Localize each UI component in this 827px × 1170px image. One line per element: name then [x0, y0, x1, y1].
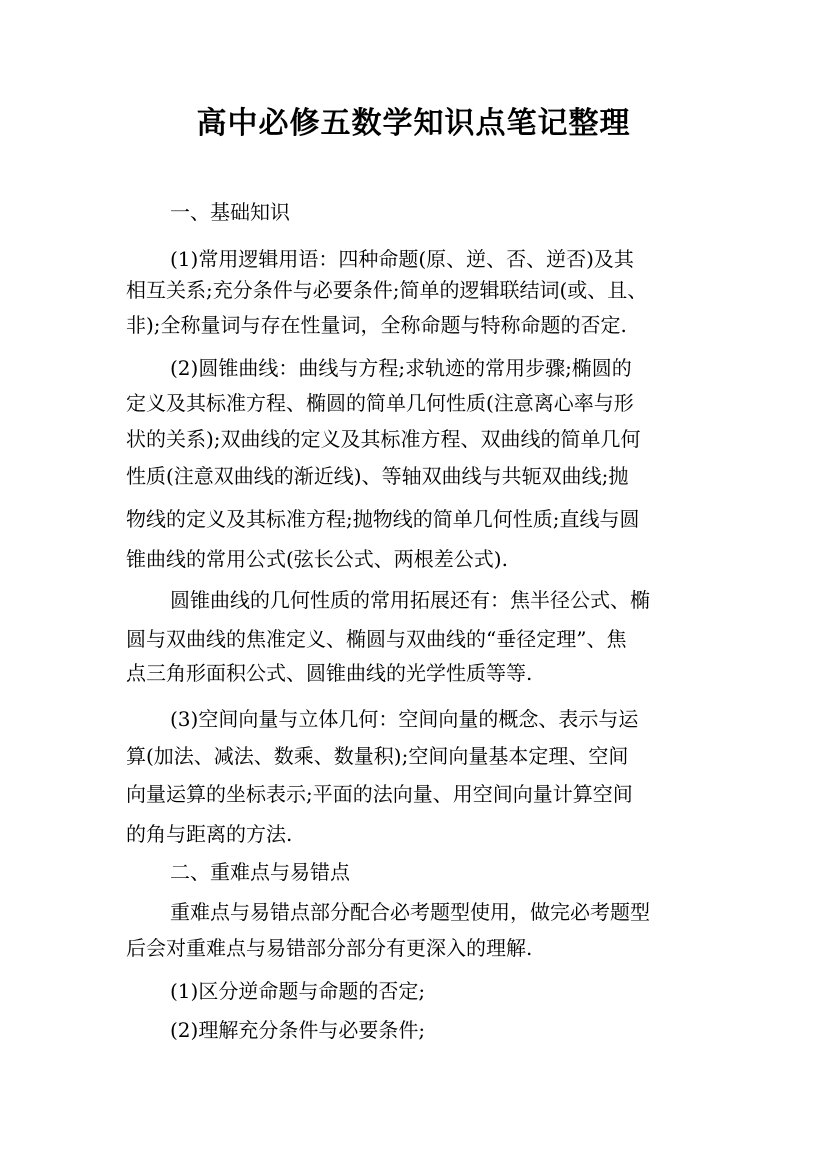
text-line: 定义及其标准方程、椭圆的简单几何性质(注意离心率与形 — [126, 391, 634, 415]
text-line: (2)理解充分条件与必要条件; — [170, 1018, 426, 1042]
text-line: 的角与距离的方法. — [126, 822, 293, 846]
section-heading: 二、重难点与易错点 — [170, 860, 350, 884]
text-line: 性质(注意双曲线的渐近线)、等轴双曲线与共轭双曲线;抛 — [126, 464, 629, 488]
text-line: 后会对重难点与易错部分部分有更深入的理解. — [126, 936, 533, 960]
text-line: 相互关系;充分条件与必要条件;简单的逻辑联结词(或、且、 — [126, 278, 648, 302]
text-line: (1)区分逆命题与命题的否定; — [170, 979, 426, 1003]
text-line: 锥曲线的常用公式(弦长公式、两根差公式). — [126, 547, 508, 571]
text-line: 点三角形面积公式、圆锥曲线的光学性质等等. — [126, 661, 533, 685]
text-line: 重难点与易错点部分配合必考题型使用，做完必考题型 — [170, 900, 650, 924]
text-line: (2)圆锥曲线：曲线与方程;求轨迹的常用步骤;椭圆的 — [170, 356, 632, 380]
text-line: 圆锥曲线的几何性质的常用拓展还有：焦半径公式、椭 — [170, 588, 650, 612]
text-line: (3)空间向量与立体几何：空间向量的概念、表示与运 — [170, 707, 639, 731]
text-line: 非);全称量词与存在性量词，全称命题与特称命题的否定. — [126, 313, 627, 337]
text-line: 状的关系);双曲线的定义及其标准方程、双曲线的简单几何 — [126, 427, 641, 451]
text-line: 物线的定义及其标准方程;抛物线的简单几何性质;直线与圆 — [126, 507, 640, 531]
text-line: 圆与双曲线的焦准定义、椭圆与双曲线的“垂径定理”、焦 — [126, 627, 627, 651]
section-heading: 一、基础知识 — [170, 200, 290, 224]
text-line: 算(加法、减法、数乘、数量积);空间向量基本定理、空间 — [126, 744, 629, 768]
document-title: 高中必修五数学知识点笔记整理 — [196, 106, 631, 141]
text-line: (1)常用逻辑用语：四种命题(原、逆、否、逆否)及其 — [170, 247, 634, 271]
text-line: 向量运算的坐标表示;平面的法向量、用空间向量计算空间 — [126, 782, 633, 806]
